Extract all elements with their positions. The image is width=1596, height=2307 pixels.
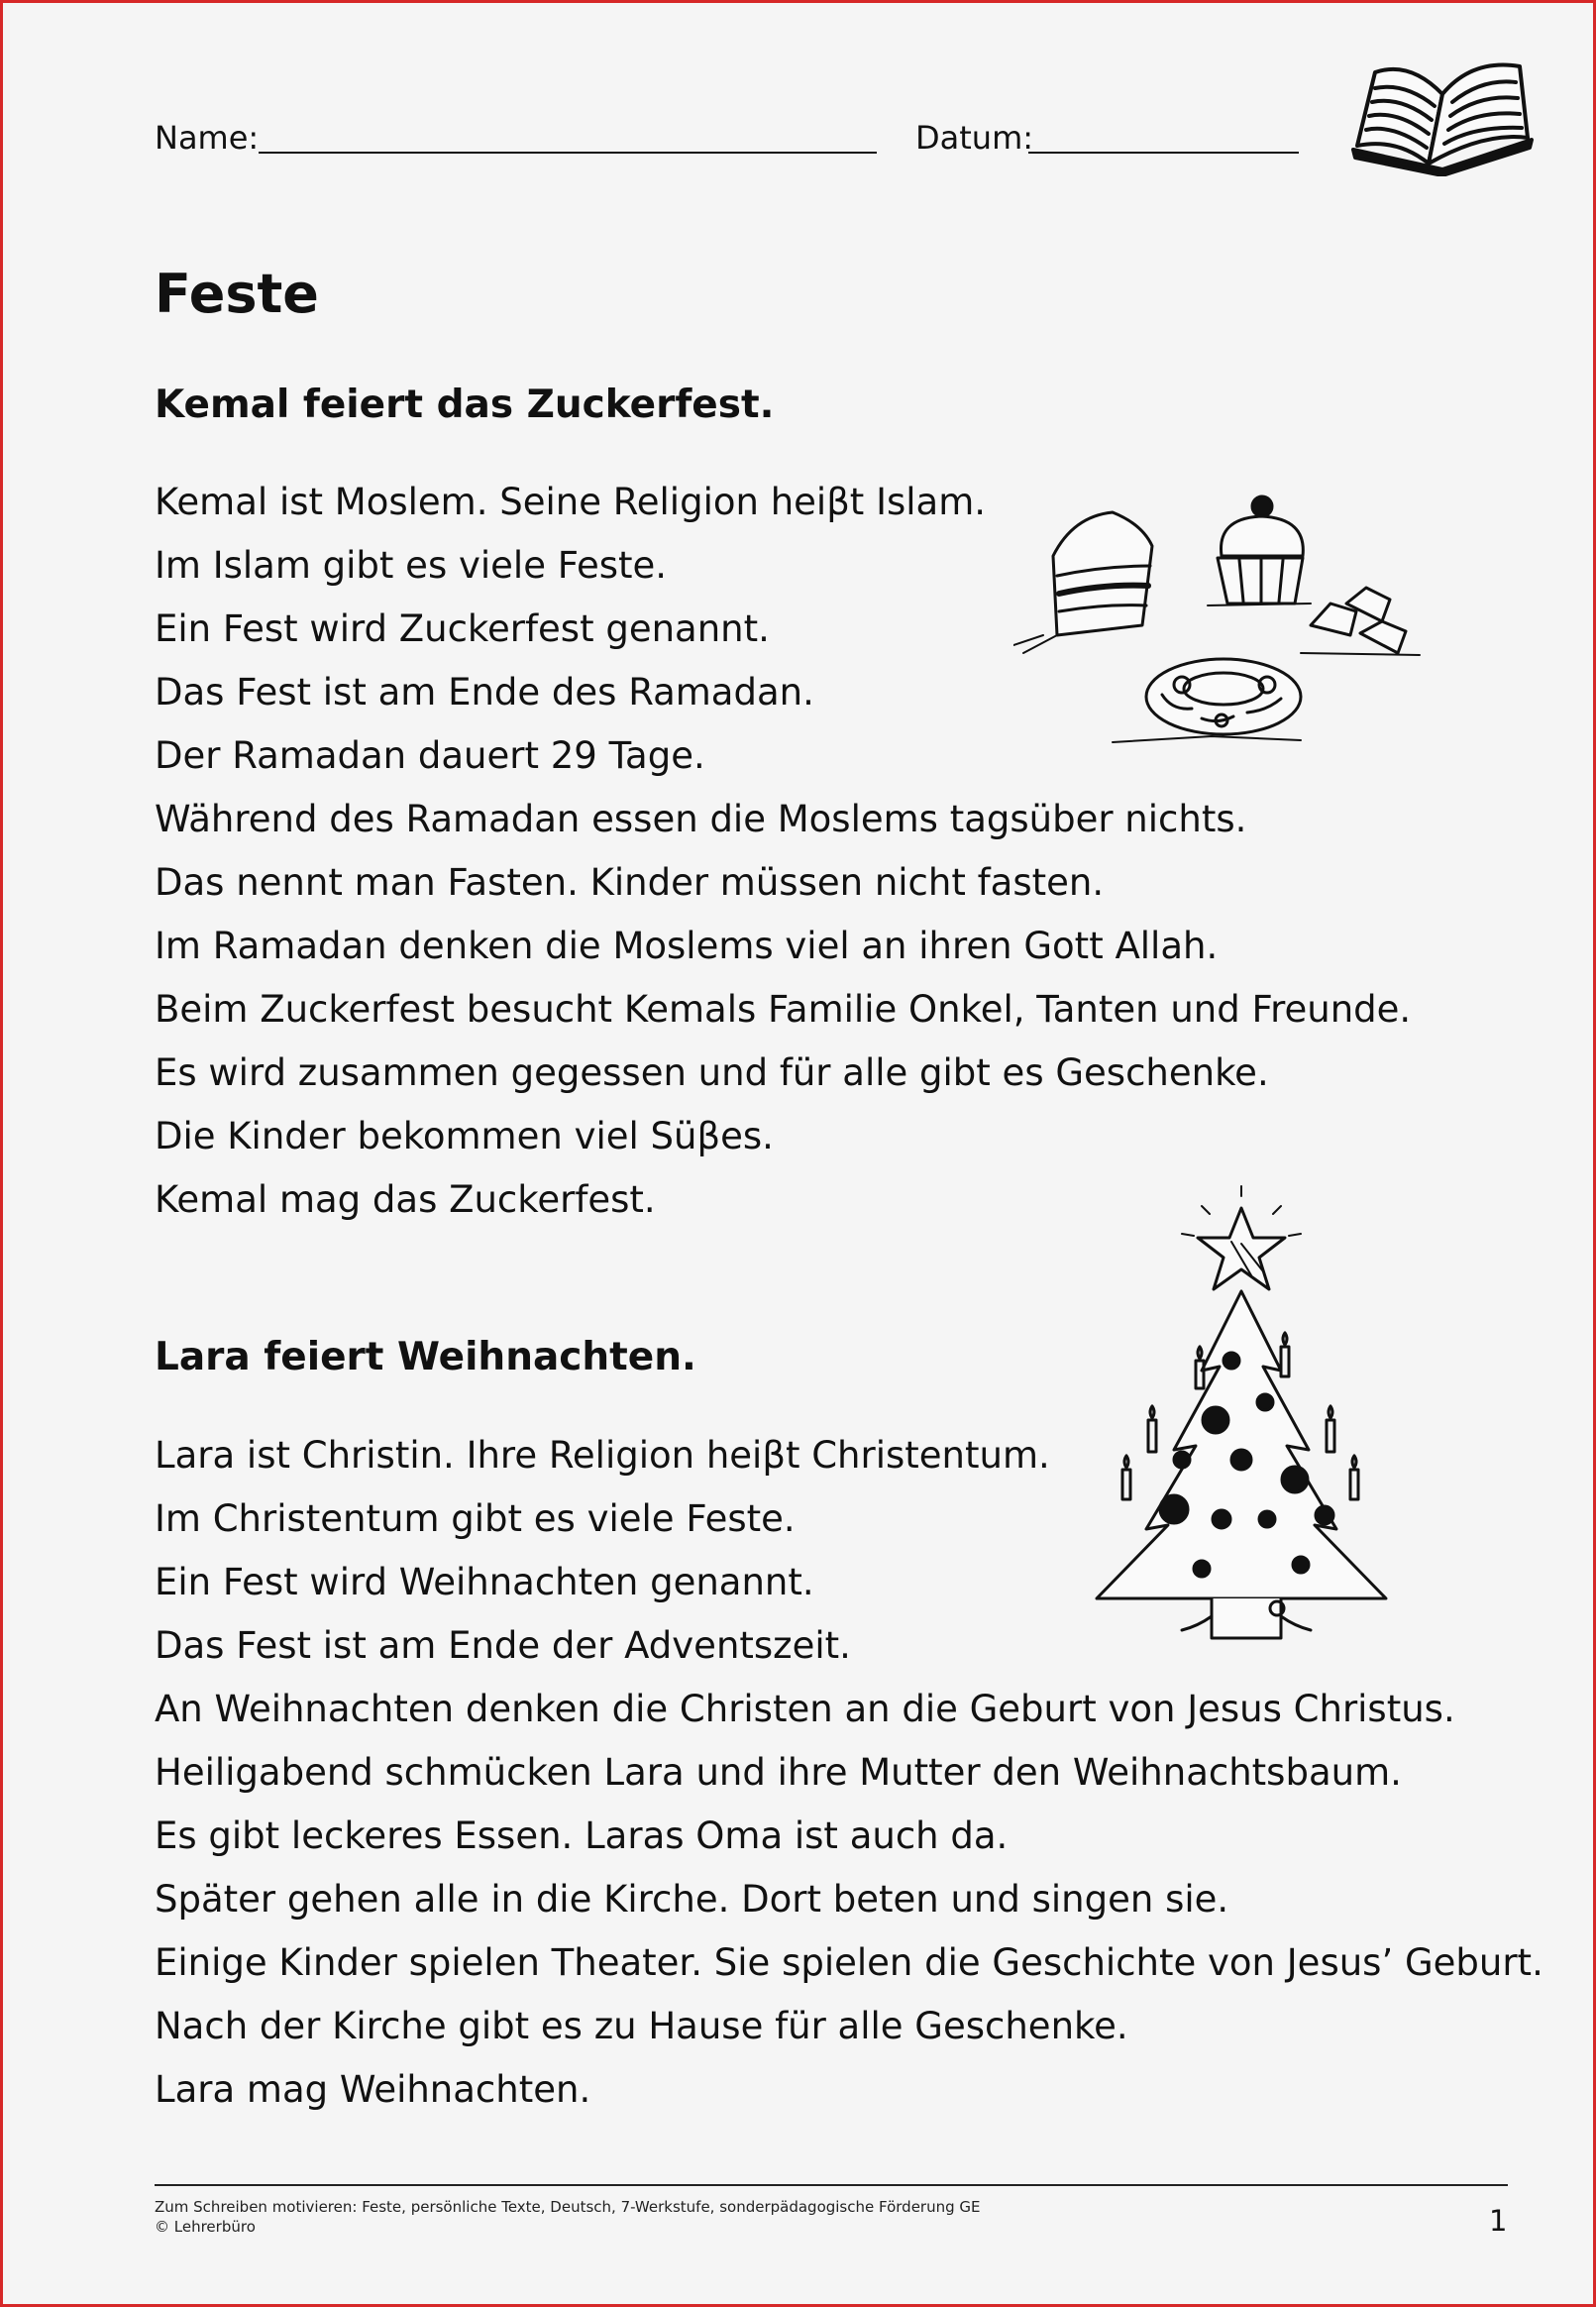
text-line: Beim Zuckerfest besucht Kemals Familie Onkel, Tanten und Freunde. — [155, 988, 1412, 1031]
section-heading-zuckerfest: Kemal feiert das Zuckerfest. — [155, 383, 775, 427]
name-blank-line[interactable] — [259, 152, 877, 154]
text-line: Die Kinder bekommen viel Süβes. — [155, 1115, 774, 1157]
christmas-tree-illustration — [1083, 1172, 1400, 1643]
text-line: Kemal mag das Zuckerfest. — [155, 1178, 656, 1221]
text-line: Der Ramadan dauert 29 Tage. — [155, 734, 705, 777]
date-label: Datum: — [915, 119, 1034, 157]
text-line: Während des Ramadan essen die Moslems tagsüber nichts. — [155, 798, 1247, 840]
text-line: Kemal ist Moslem. Seine Religion heiβt Islam. — [155, 481, 987, 523]
page-number: 1 — [1489, 2204, 1508, 2238]
text-line: An Weihnachten denken die Christen an die Geburt von Jesus Christus. — [155, 1688, 1455, 1730]
text-line: Heiligabend schmücken Lara und ihre Mutter den Weihnachtsbaum. — [155, 1751, 1402, 1794]
footer-copyright: © Lehrerbüro — [155, 2218, 256, 2236]
text-line: Es gibt leckeres Essen. Laras Oma ist auch da. — [155, 1814, 1009, 1857]
text-line: Einige Kinder spielen Theater. Sie spielen die Geschichte von Jesus’ Geburt. — [155, 1941, 1543, 1984]
footer-divider — [155, 2184, 1508, 2186]
page-title: Feste — [155, 263, 319, 325]
text-line: Das nennt man Fasten. Kinder müssen nicht fasten. — [155, 861, 1105, 904]
text-line: Lara mag Weihnachten. — [155, 2068, 591, 2111]
text-line: Im Christentum gibt es viele Feste. — [155, 1497, 796, 1540]
open-book-icon — [1345, 53, 1539, 176]
text-line: Ein Fest wird Weihnachten genannt. — [155, 1561, 814, 1603]
sweets-illustration — [1013, 477, 1430, 754]
name-label: Name: — [155, 119, 260, 157]
date-blank-line[interactable] — [1028, 152, 1299, 154]
footer-line-1: Zum Schreiben motivieren: Feste, persönliche Texte, Deutsch, 7-Werkstufe, sonderpädagogische Förderung GE — [155, 2198, 981, 2216]
text-line: Ein Fest wird Zuckerfest genannt. — [155, 607, 770, 650]
text-line: Im Islam gibt es viele Feste. — [155, 544, 668, 587]
text-line: Später gehen alle in die Kirche. Dort beten und singen sie. — [155, 1878, 1229, 1921]
text-line: Das Fest ist am Ende der Adventszeit. — [155, 1624, 851, 1667]
section-heading-weihnachten: Lara feiert Weihnachten. — [155, 1335, 696, 1379]
text-line: Nach der Kirche gibt es zu Hause für alle Geschenke. — [155, 2005, 1128, 2047]
text-line: Im Ramadan denken die Moslems viel an ihren Gott Allah. — [155, 925, 1219, 967]
footer-source — [155, 2197, 981, 2237]
text-line: Es wird zusammen gegessen und für alle gibt es Geschenke. — [155, 1051, 1269, 1094]
text-line: Lara ist Christin. Ihre Religion heiβt Christentum. — [155, 1434, 1050, 1477]
text-line: Das Fest ist am Ende des Ramadan. — [155, 671, 814, 714]
